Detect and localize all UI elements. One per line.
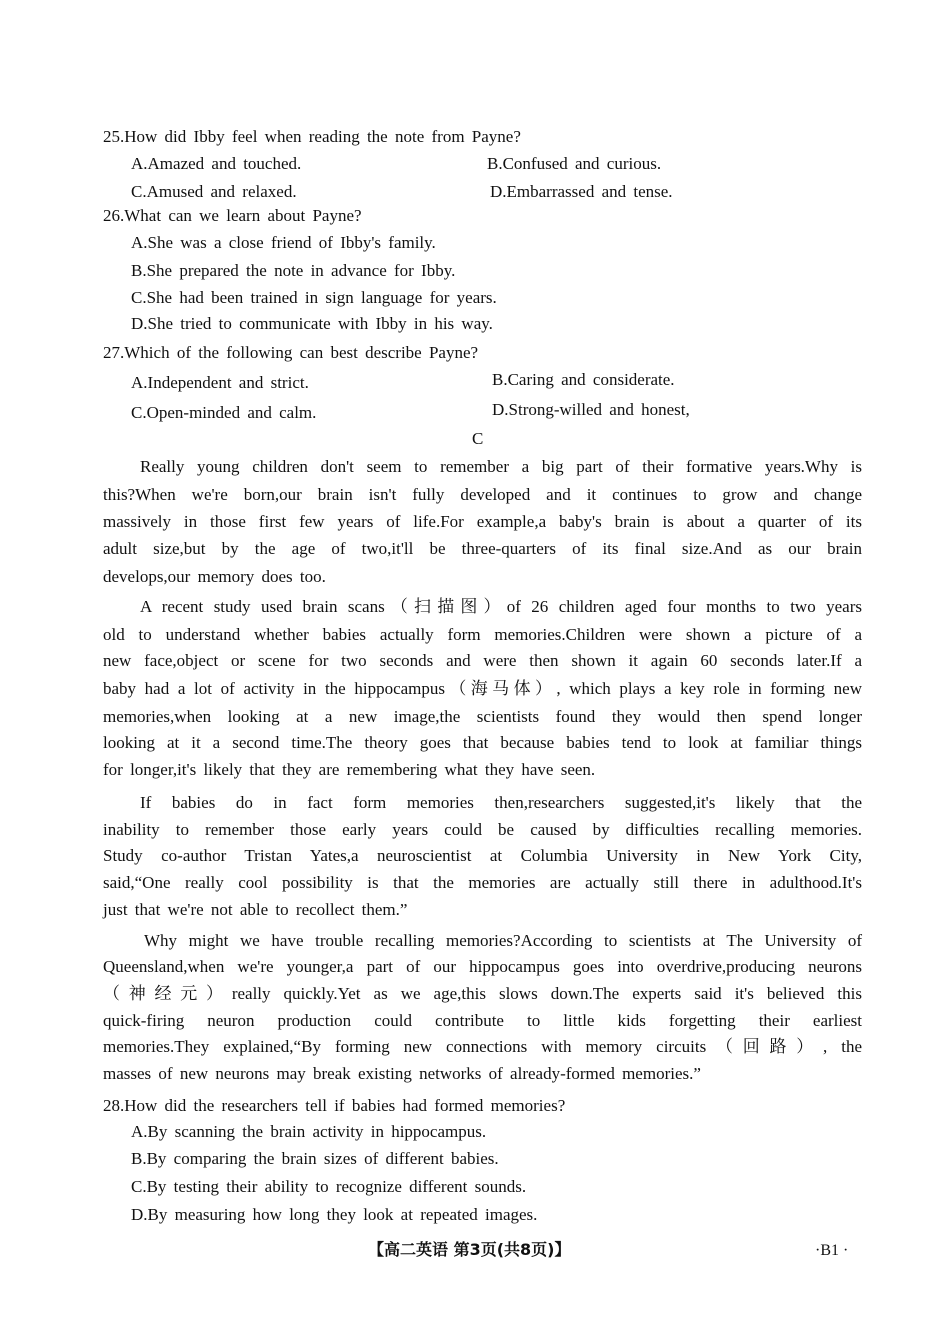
passage-p3-line: If babies do in fact form memories then,researchers suggested,it's likely that the xyxy=(140,793,862,812)
question-28-option-c: C.By testing their ability to recognize different sounds. xyxy=(131,1177,527,1196)
question-28-option-d: D.By measuring how long they look at repeated images. xyxy=(131,1205,538,1224)
footer-title: 【高二英语 第3页(共8页)】 xyxy=(368,1240,571,1259)
question-25-option-b: B.Confused and curious. xyxy=(487,154,662,173)
question-26-stem: 26.What can we learn about Payne? xyxy=(103,206,362,225)
question-27-option-c: C.Open-minded and calm. xyxy=(131,403,317,422)
passage-p2-line: baby had a lot of activity in the hippocampus（海马体）, which plays a key role in forming new xyxy=(103,679,862,698)
passage-p4-line: Queensland,when we're younger,a part of our hippocampus goes into overdrive,producing neurons xyxy=(103,957,862,976)
question-28-option-b: B.By comparing the brain sizes of different babies. xyxy=(131,1149,499,1168)
passage-p4-line: Why might we have trouble recalling memories?According to scientists at The University of xyxy=(144,931,862,950)
passage-p4-line: masses of new neurons may break existing networks of already-formed memories.” xyxy=(103,1064,701,1083)
passage-p1-line: Really young children don't seem to remember a big part of their formative years.Why is xyxy=(140,457,862,476)
passage-p3-line: just that we're not able to recollect them.” xyxy=(103,900,408,919)
question-26-option-d: D.She tried to communicate with Ibby in his way. xyxy=(131,314,493,333)
question-26-option-a: A.She was a close friend of Ibby's family. xyxy=(131,233,436,252)
question-25-option-d: D.Embarrassed and tense. xyxy=(490,182,673,201)
passage-p4-line: memories.They explained,“By forming new connections with memory circuits（回路）, the xyxy=(103,1037,862,1056)
passage-p2-line: for longer,it's likely that they are remembering what they have seen. xyxy=(103,760,596,779)
question-25-option-a: A.Amazed and touched. xyxy=(131,154,302,173)
passage-p2-line: looking at it a second time.The theory goes that because babies tend to look at familiar things xyxy=(103,733,862,752)
passage-p1-line: adult size,but by the age of two,it'll be three-quarters of its final size.And as our brain xyxy=(103,539,862,558)
passage-p1-line: this?When we're born,our brain isn't fully developed and it continues to grow and change xyxy=(103,485,862,504)
question-27-option-b: B.Caring and considerate. xyxy=(492,370,675,389)
question-28-stem: 28.How did the researchers tell if babies had formed memories? xyxy=(103,1096,566,1115)
footer-page-code: ·B1 · xyxy=(815,1242,849,1259)
section-label: C xyxy=(472,429,484,448)
question-27-stem: 27.Which of the following can best describe Payne? xyxy=(103,343,479,362)
passage-p2-line: new face,object or scene for two seconds and were then shown it again 60 seconds later.If a xyxy=(103,651,862,670)
passage-p3-line: inability to remember those early years could be caused by difficulties recalling memories. xyxy=(103,820,862,839)
passage-p4-line: （神经元）really quickly.Yet as we age,this slows down.The experts said it's believed this xyxy=(103,984,862,1003)
passage-p2-line: old to understand whether babies actually form memories.Children were shown a picture of a xyxy=(103,625,862,644)
question-28-option-a: A.By scanning the brain activity in hippocampus. xyxy=(131,1122,487,1141)
passage-p2-line: A recent study used brain scans（扫描图）of 26 children aged four months to two years xyxy=(140,597,862,616)
question-26-option-c: C.She had been trained in sign language for years. xyxy=(131,288,497,307)
question-26-option-b: B.She prepared the note in advance for Ibby. xyxy=(131,261,456,280)
passage-p1-line: develops,our memory does too. xyxy=(103,567,326,586)
passage-p3-line: Study co-author Tristan Yates,a neuroscientist at Columbia University in New York City, xyxy=(103,846,862,865)
question-25-stem: 25.How did Ibby feel when reading the note from Payne? xyxy=(103,127,521,146)
passage-p4-line: quick-firing neuron production could contribute to little kids forgetting their earliest xyxy=(103,1011,862,1030)
question-27-option-d: D.Strong-willed and honest, xyxy=(492,400,690,419)
passage-p1-line: massively in those first few years of life.For example,a baby's brain is about a quarter of its xyxy=(103,512,862,531)
passage-p2-line: memories,when looking at a new image,the scientists found they would then spend longer xyxy=(103,707,862,726)
question-27-option-a: A.Independent and strict. xyxy=(131,373,309,392)
passage-p3-line: said,“One really cool possibility is that the memories are actually still there in adulthood.It's xyxy=(103,873,862,892)
question-25-option-c: C.Amused and relaxed. xyxy=(131,182,297,201)
